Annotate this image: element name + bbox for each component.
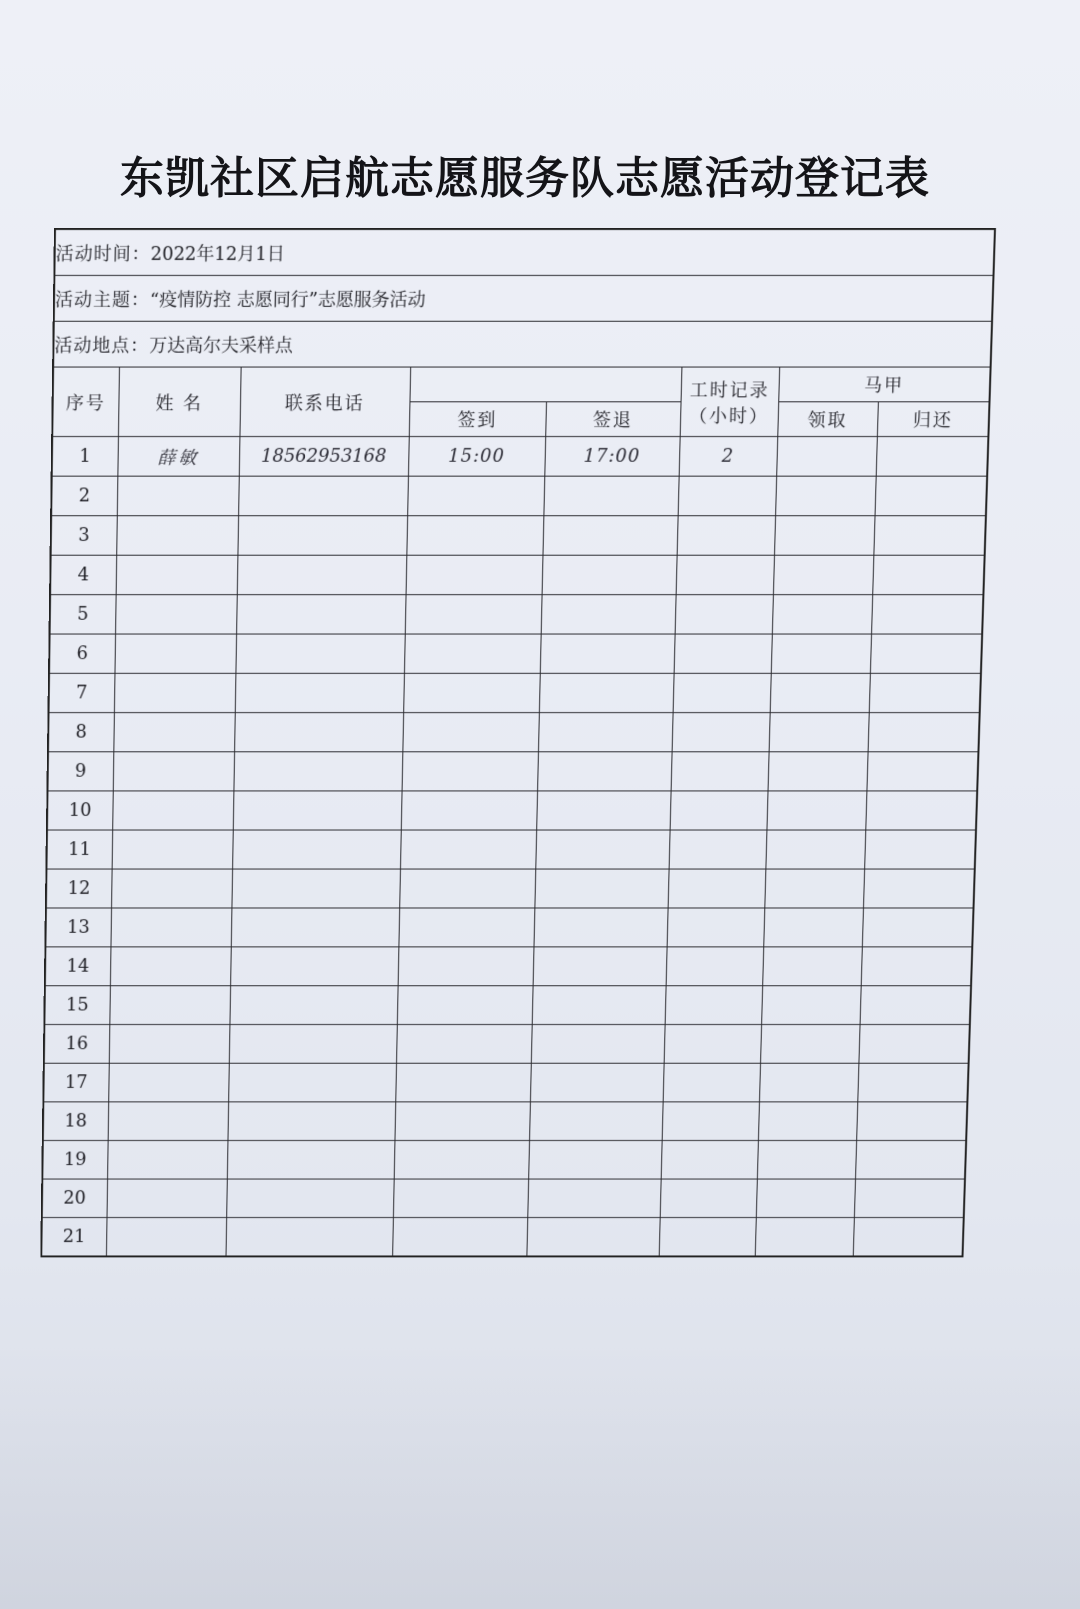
vest-get-cell <box>760 1025 860 1064</box>
vest-get-cell <box>769 713 869 752</box>
name-cell <box>116 555 238 594</box>
registration-table <box>40 228 996 1257</box>
vest-return-cell <box>854 1179 965 1217</box>
name-cell <box>106 1218 226 1257</box>
name-cell: 薛敏 <box>117 437 239 477</box>
table-row <box>47 791 977 830</box>
table-row <box>49 634 982 673</box>
row-number: 8 <box>48 713 114 752</box>
table-row <box>50 555 985 594</box>
phone-cell <box>234 713 403 752</box>
hours-cell <box>661 1140 758 1179</box>
sign-out-cell <box>542 516 677 556</box>
sign-out-cell <box>526 1218 659 1257</box>
table-row <box>44 986 971 1025</box>
sign-out-cell <box>543 476 678 516</box>
vest-get-cell <box>771 634 871 673</box>
vest-get-cell <box>775 476 876 516</box>
hours-cell <box>664 1025 761 1064</box>
sign-in-cell <box>404 634 541 673</box>
sign-out-cell <box>536 791 670 830</box>
table-row <box>49 673 981 712</box>
name-cell <box>107 1179 227 1217</box>
sign-in-cell <box>402 713 539 752</box>
row-number: 19 <box>42 1140 107 1179</box>
vest-return-cell <box>864 830 976 869</box>
hours-cell <box>663 1063 760 1102</box>
table-row <box>41 1218 964 1257</box>
name-cell <box>109 986 230 1025</box>
table-row <box>45 947 972 986</box>
hours-cell <box>678 476 777 516</box>
table-row <box>43 1063 968 1102</box>
table-row <box>52 437 989 477</box>
header-vest: 马甲 <box>778 367 990 402</box>
phone-cell <box>233 791 402 830</box>
header-hours-line1: 工时记录 <box>689 379 770 401</box>
table-row <box>45 908 973 947</box>
vest-get-cell <box>770 673 870 712</box>
sign-in-cell <box>405 595 542 634</box>
hours-cell <box>671 752 769 791</box>
vest-get-cell <box>766 791 866 830</box>
vest-get-cell <box>773 555 873 594</box>
vest-return-cell <box>865 791 977 830</box>
row-number: 11 <box>46 830 112 869</box>
header-vest-get: 领取 <box>777 402 878 437</box>
phone-cell <box>227 1140 395 1179</box>
vest-return-cell <box>857 1063 968 1102</box>
hours-cell <box>674 634 772 673</box>
vest-return-cell <box>871 595 983 634</box>
sign-in-cell <box>395 1063 531 1102</box>
name-cell <box>107 1140 227 1179</box>
phone-cell <box>237 555 407 594</box>
phone-cell <box>237 516 407 556</box>
table-row <box>47 752 978 791</box>
hours-cell <box>676 555 774 594</box>
sign-out-cell <box>527 1179 660 1217</box>
sign-in-cell <box>400 830 536 869</box>
header-hours-line2: （小时） <box>688 405 770 427</box>
row-number: 13 <box>45 908 111 947</box>
name-cell <box>117 476 239 516</box>
hours-cell: 2 <box>679 437 778 477</box>
document-title: 东凯社区启航志愿服务队志愿活动登记表 <box>120 153 930 204</box>
vest-return-cell <box>872 555 984 594</box>
sign-in-cell <box>394 1140 529 1179</box>
vest-return-cell <box>870 634 982 673</box>
activity-place-label: 活动地点： <box>54 335 150 357</box>
hours-cell <box>670 791 768 830</box>
vest-return-cell <box>869 673 981 712</box>
sign-in-cell <box>406 555 543 594</box>
sign-out-cell <box>542 555 677 594</box>
sign-out-cell: 17:00 <box>544 437 679 477</box>
hours-cell <box>660 1179 757 1217</box>
name-cell <box>110 947 231 986</box>
vest-return-cell <box>866 752 978 791</box>
name-cell <box>113 713 234 752</box>
row-number: 20 <box>42 1179 107 1217</box>
hours-cell <box>666 947 764 986</box>
header-seq: 序号 <box>52 367 119 436</box>
name-cell <box>115 595 237 634</box>
hours-cell <box>665 986 763 1025</box>
header-sign-out: 签退 <box>545 402 680 437</box>
table-row <box>48 713 980 752</box>
table-row <box>42 1140 966 1179</box>
row-number: 4 <box>50 555 116 594</box>
sign-out-cell <box>537 752 672 791</box>
vest-get-cell <box>772 595 872 634</box>
sign-out-cell <box>541 595 676 634</box>
header-sign-group <box>409 367 681 402</box>
header-vest-return: 归还 <box>877 402 990 437</box>
vest-return-cell <box>862 908 974 947</box>
row-number: 2 <box>51 476 117 516</box>
table-row <box>44 1025 970 1064</box>
sign-out-cell <box>532 986 666 1025</box>
name-cell <box>114 634 236 673</box>
sign-in-cell <box>402 752 538 791</box>
row-number: 17 <box>43 1063 108 1102</box>
phone-cell <box>231 908 399 947</box>
activity-theme-label: 活动主题： <box>54 289 151 311</box>
row-number: 6 <box>49 634 115 673</box>
row-number: 10 <box>47 791 113 830</box>
vest-return-cell <box>868 713 980 752</box>
vest-get-cell <box>765 830 865 869</box>
table-row <box>51 516 986 556</box>
name-cell <box>112 830 233 869</box>
activity-place-value: 万达高尔夫采样点 <box>149 335 294 357</box>
name-cell <box>112 791 233 830</box>
table-row <box>50 595 984 634</box>
vest-return-cell <box>875 476 988 516</box>
header-sign-in: 签到 <box>409 402 546 437</box>
phone-cell <box>238 476 408 516</box>
header-phone: 联系电话 <box>239 367 410 436</box>
row-number: 15 <box>44 986 110 1025</box>
name-cell <box>108 1063 229 1102</box>
sign-in-cell: 15:00 <box>408 437 545 477</box>
row-number: 14 <box>45 947 111 986</box>
phone-cell <box>226 1179 394 1217</box>
name-cell <box>111 869 232 908</box>
phone-cell <box>228 1063 396 1102</box>
sign-out-cell <box>539 673 674 712</box>
vest-return-cell <box>858 1025 969 1064</box>
sign-in-cell <box>403 673 540 712</box>
vest-return-cell <box>856 1102 967 1141</box>
hours-cell <box>669 830 767 869</box>
sign-out-cell <box>535 830 669 869</box>
vest-return-cell <box>853 1218 964 1257</box>
name-cell <box>110 908 231 947</box>
phone-cell <box>232 830 401 869</box>
sign-in-cell <box>394 1102 529 1141</box>
row-number: 18 <box>43 1102 108 1141</box>
vest-get-cell <box>761 986 861 1025</box>
vest-get-cell <box>763 908 863 947</box>
hours-cell <box>668 869 766 908</box>
sign-out-cell <box>530 1063 664 1102</box>
vest-get-cell <box>774 516 875 556</box>
sign-in-cell <box>392 1218 527 1257</box>
sign-in-cell <box>399 869 535 908</box>
sign-out-cell <box>534 869 668 908</box>
hours-cell <box>667 908 765 947</box>
vest-get-cell <box>776 437 877 477</box>
header-name: 姓 名 <box>118 367 241 436</box>
sign-in-cell <box>398 947 534 986</box>
hours-cell <box>673 673 771 712</box>
activity-time-label: 活动时间： <box>55 243 151 265</box>
sign-in-cell <box>406 516 543 556</box>
phone-cell <box>229 1025 397 1064</box>
sign-out-cell <box>538 713 673 752</box>
info-row-time <box>54 229 995 275</box>
activity-time-value: 2022年12月1日 <box>150 243 285 265</box>
phone-cell <box>235 634 404 673</box>
vest-get-cell <box>764 869 864 908</box>
row-number: 1 <box>52 437 118 477</box>
header-row-top <box>53 367 991 402</box>
table-row <box>46 830 976 869</box>
sign-out-cell <box>529 1102 663 1141</box>
sign-in-cell <box>398 908 534 947</box>
table-row <box>42 1179 965 1217</box>
vest-get-cell <box>756 1179 855 1217</box>
info-row-place <box>53 321 992 367</box>
phone-cell <box>229 986 397 1025</box>
hours-cell <box>672 713 770 752</box>
activity-theme-value: “疫情防控 志愿同行”志愿服务活动 <box>149 289 426 311</box>
hours-cell <box>677 516 775 556</box>
sign-in-cell <box>407 476 544 516</box>
hours-cell <box>662 1102 759 1141</box>
info-row-theme <box>54 275 994 321</box>
row-number: 16 <box>44 1025 109 1064</box>
row-number: 7 <box>49 673 115 712</box>
header-hours <box>680 367 780 436</box>
vest-get-cell <box>768 752 868 791</box>
phone-cell <box>231 869 400 908</box>
sign-out-cell <box>531 1025 665 1064</box>
hours-cell <box>675 595 773 634</box>
vest-get-cell <box>755 1218 854 1257</box>
phone-cell <box>233 752 402 791</box>
sign-in-cell <box>397 986 533 1025</box>
row-number: 12 <box>46 869 112 908</box>
phone-cell <box>230 947 398 986</box>
row-number: 3 <box>51 516 117 556</box>
vest-return-cell <box>876 437 989 477</box>
vest-get-cell <box>757 1140 856 1179</box>
hours-cell <box>659 1218 756 1257</box>
sign-out-cell <box>540 634 675 673</box>
vest-get-cell <box>762 947 862 986</box>
name-cell <box>108 1102 228 1141</box>
name-cell <box>114 673 236 712</box>
vest-return-cell <box>863 869 975 908</box>
vest-return-cell <box>855 1140 966 1179</box>
vest-get-cell <box>759 1063 858 1102</box>
name-cell <box>116 516 238 556</box>
sign-in-cell <box>393 1179 528 1217</box>
sign-out-cell <box>528 1140 661 1179</box>
page-shadow <box>0 1340 1080 1609</box>
registration-form <box>40 228 1020 1314</box>
row-number: 5 <box>50 595 116 634</box>
name-cell <box>113 752 234 791</box>
name-cell <box>109 1025 230 1064</box>
phone-cell <box>236 595 405 634</box>
table-row <box>43 1102 968 1141</box>
phone-cell <box>226 1218 393 1257</box>
vest-get-cell <box>758 1102 857 1141</box>
vest-return-cell <box>873 516 986 556</box>
row-number: 21 <box>41 1218 106 1257</box>
phone-cell <box>235 673 404 712</box>
vest-return-cell <box>861 947 973 986</box>
sign-in-cell <box>401 791 537 830</box>
sign-out-cell <box>533 908 667 947</box>
table-row <box>46 869 975 908</box>
sign-in-cell <box>396 1025 532 1064</box>
row-number: 9 <box>47 752 113 791</box>
phone-cell: 18562953168 <box>239 437 409 477</box>
phone-cell <box>227 1102 395 1141</box>
sign-out-cell <box>533 947 667 986</box>
table-row <box>51 476 987 516</box>
vest-return-cell <box>860 986 972 1025</box>
